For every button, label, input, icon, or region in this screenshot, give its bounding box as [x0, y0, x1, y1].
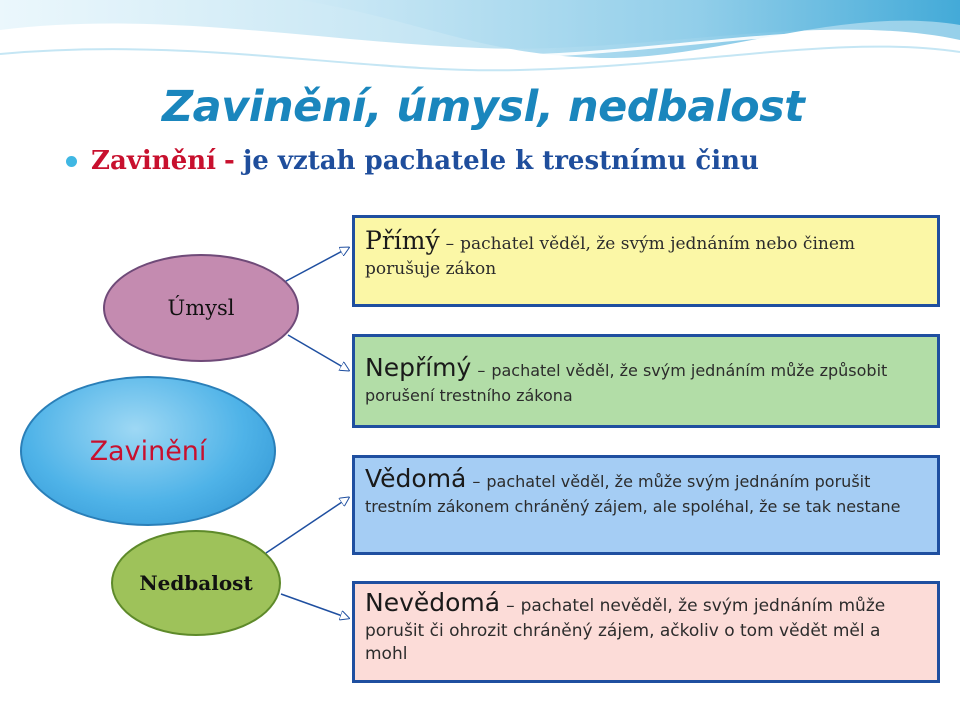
box-vedoma-desc: pachatel věděl, že může svým jednáním porušit trestním zákonem chráněný zájem, ale spoléhal, že se tak nestane — [365, 472, 901, 516]
box-primy-desc: pachatel věděl, že svým jednáním nebo činem porušuje zákon — [365, 234, 856, 279]
node-nedbalost — [111, 530, 281, 636]
subtitle-separator: - — [224, 146, 235, 176]
box-nevedoma-term: Nevědomá — [365, 588, 501, 617]
box-nevedoma-desc: pachatel nevěděl, že svým jednáním může porušit či ohrozit chráněný zájem, ačkoliv o tom vědět měl a mohl — [365, 596, 886, 664]
box-nevedoma — [352, 581, 940, 683]
arrow-nedbalost-nevedoma — [281, 594, 348, 618]
arrow-nedbalost-vedoma — [266, 498, 348, 553]
box-primy — [352, 215, 940, 307]
box-neprimy — [352, 334, 940, 428]
box-vedoma-term: Vědomá — [365, 464, 467, 493]
node-zavineni — [20, 376, 276, 526]
subtitle-text: je vztah pachatele k trestnímu činu — [242, 146, 759, 176]
box-neprimy-term: Nepřímý — [365, 353, 472, 382]
page-title: Zavinění, úmysl, nedbalost — [162, 82, 805, 132]
node-umysl — [103, 254, 299, 362]
node-zavineni-label: Zavinění — [89, 435, 207, 467]
box-primy-term: Přímý — [365, 226, 440, 255]
node-nedbalost-label: Nedbalost — [139, 571, 253, 595]
box-vedoma — [352, 455, 940, 555]
box-vedoma-dash: – — [472, 472, 481, 491]
box-neprimy-dash: – — [477, 361, 486, 380]
subtitle-keyword: Zavinění — [91, 146, 217, 176]
box-nevedoma-dash: – — [506, 596, 515, 616]
box-neprimy-desc: pachatel věděl, že svým jednáním může způsobit porušení trestního zákona — [365, 361, 888, 405]
box-primy-dash: – — [445, 234, 455, 254]
arrow-umysl-neprimy — [288, 335, 348, 370]
node-umysl-label: Úmysl — [167, 296, 235, 320]
